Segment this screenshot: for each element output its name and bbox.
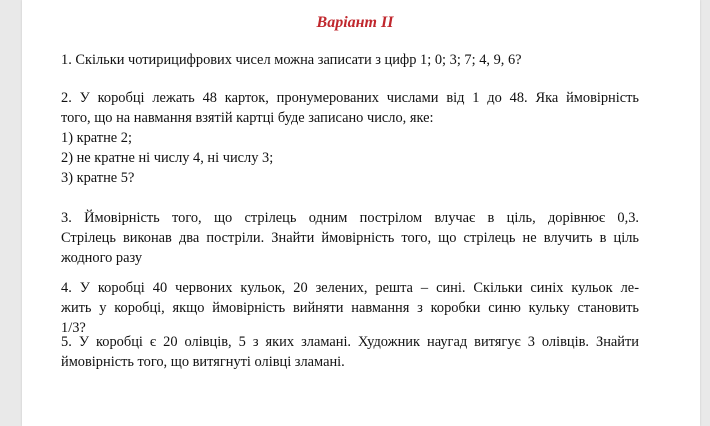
task-5-line-2: ймовірність того, що витягнуті олівці зламані. xyxy=(61,354,345,370)
task-3 xyxy=(61,208,639,268)
task-4-line-2: жить у коробці, якщо ймовірність вийняти навмання з коробки синю кульку становить xyxy=(61,300,639,316)
task-2-line-1: 2. У коробці лежать 48 карток, пронумерованих числами від 1 до 48. Яка ймовірність xyxy=(61,90,639,106)
task-2-option-1: 1) кратне 2; xyxy=(61,130,132,146)
task-4 xyxy=(61,278,639,338)
task-3-line-2: Стрілець виконав два постріли. Знайти ймовірність того, що стрілець не влучить в ціль xyxy=(61,230,639,246)
task-1 xyxy=(61,50,639,70)
task-3-line-1: 3. Ймовірність того, що стрілець одним пострілом влучає в ціль, дорівнює 0,3. xyxy=(61,210,639,226)
task-5-line-1: 5. У коробці є 20 олівців, 5 з яких зламані. Художник наугад витягує 3 олівців. Знайти xyxy=(61,334,639,350)
task-2-option-2: 2) не кратне ні числу 4, ні числу 3; xyxy=(61,150,274,166)
task-2-option-3: 3) кратне 5? xyxy=(61,170,135,186)
task-5 xyxy=(61,332,639,372)
task-4-line-1: 4. У коробці 40 червоних кульок, 20 зелених, решта – сині. Скільки синіх кульок ле- xyxy=(61,280,639,296)
task-4-line-3: 1/3? xyxy=(61,320,86,336)
task-2 xyxy=(61,88,639,188)
task-1-text: 1. Скільки чотирицифрових чисел можна записати з цифр 1; 0; 3; 7; 4, 9, 6? xyxy=(61,52,522,68)
variant-title: Варіант II xyxy=(316,14,394,31)
task-2-line-2: того, що на навмання взятій картці буде записано число, яке: xyxy=(61,110,434,126)
task-3-line-3: жодного разу xyxy=(61,250,143,266)
